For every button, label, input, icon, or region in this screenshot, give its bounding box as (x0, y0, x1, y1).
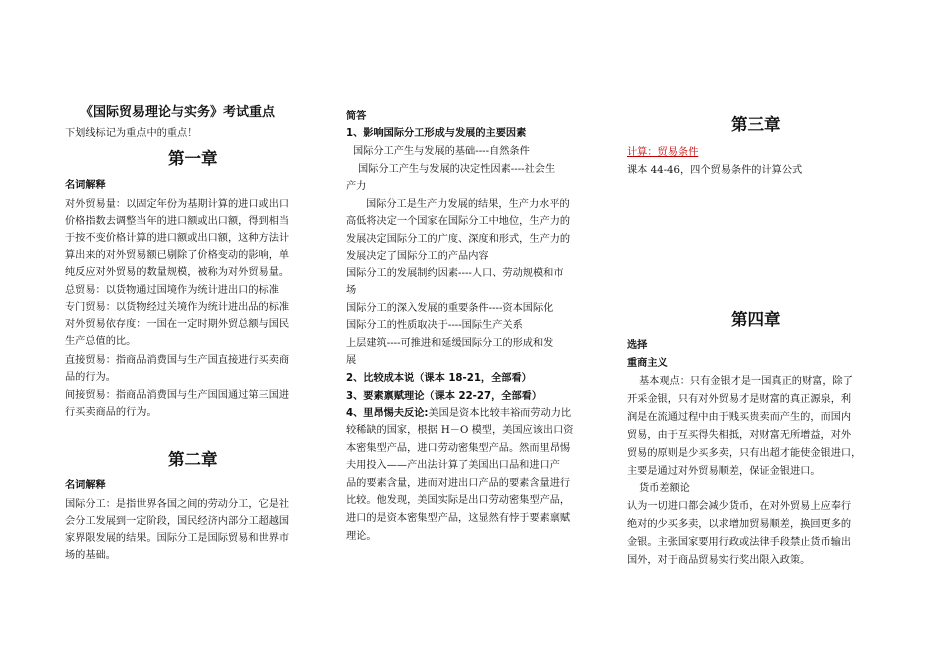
ch4-line: 认为一切进口都会减少货币，在对外贸易上应奉行 (627, 501, 852, 512)
ch2-line: 会分工发展到一定阶段，国民经济内部分工超越国 (65, 516, 290, 527)
q1-line: 场 (346, 285, 357, 296)
q1-line: 国际分工产生与发展的基础----自然条件 (353, 146, 530, 157)
highlight-note: 下划线标记为重点中的重点！ (65, 128, 198, 139)
chapter-2-heading: 第二章 (168, 450, 218, 469)
q4-first-line: 美国是资本比较丰裕而劳动力比 (428, 408, 572, 419)
ch4-line: 贸易，由于互买得失相抵，对财富无所增益，对外 (627, 430, 852, 441)
ch1-line: 品的行为。 (65, 372, 116, 383)
ch1-line: 直接贸易：指商品消费国与生产国直接进行买卖商 (65, 355, 290, 366)
ch1-line: 对外贸易依存度：一国在一定时期外贸总额与国民 (65, 319, 290, 330)
q4-line: 夫用投入——产出法计算了美国出口品和进口产 (346, 460, 560, 471)
q4-line: 较稀缺的国家，根据 H－O 模型，美国应该出口资 (346, 425, 574, 436)
ch1-line: 对外贸易量：以固定年份为基期计算的进口或出口 (65, 199, 290, 210)
ch4-line: 绝对的少买多卖，以求增加贸易顺差，换回更多的 (627, 519, 852, 530)
q1-line: 上层建筑----可推进和延缓国际分工的形成和发 (346, 338, 554, 349)
ch1-line: 价格指数去调整当年的进口额或出口额，得到相当 (65, 216, 290, 227)
q1-line: 国际分工的性质取决于----国际生产关系 (346, 320, 523, 331)
q1-line: 发展决定国际分工的广度、深度和形式，生产力的 (346, 234, 571, 245)
ch2-term-heading: 名词解释 (65, 480, 106, 491)
ch1-term-heading: 名词解释 (65, 180, 106, 191)
q1-line: 国际分工是生产力发展的结果，生产力水平的 (366, 199, 570, 210)
ch4-line: 金银。主张国家要用行政或法律手段禁止货币输出 (627, 537, 852, 548)
chapter-4-heading: 第四章 (731, 310, 781, 329)
q1-line: 高低将决定一个国家在国际分工中地位，生产力的 (346, 216, 571, 227)
ch1-line: 于按不变价格计算的进口额或出口额，这种方法计 (65, 233, 290, 244)
chapter-1-heading: 第一章 (168, 149, 218, 168)
q1-line: 国际分工的发展制约因素----人口、劳动规模和市 (346, 268, 564, 279)
mercantilism-heading: 重商主义 (627, 358, 668, 369)
q1-line: 国际分工产生与发展的决定性因素----社会生 (358, 164, 556, 175)
ch1-line: 纯反应对外贸易的数量规模，被称为对外贸易量。 (65, 267, 290, 278)
ch2-line: 国际分工：是指世界各国之间的劳动分工，它是社 (65, 499, 290, 510)
ch4-subheading: 货币差额论 (639, 483, 690, 494)
q1-line: 国际分工的深入发展的重要条件----资本国际化 (346, 303, 554, 314)
q4-line: 本密集型产品，进口劳动密集型产品。然而里昂惕 (346, 443, 571, 454)
q1-line: 发展决定了国际分工的产品内容 (346, 251, 489, 262)
question-4-label: 4、里昂惕夫反论: (346, 408, 429, 419)
calc-trade-terms-link[interactable]: 计算：贸易条件 (627, 147, 699, 158)
q4-line: 进口的是资本密集型产品，这显然有悖于要素禀赋 (346, 513, 571, 524)
question-3: 3、要素禀赋理论（课本 22-27，全部看） (346, 391, 543, 402)
ch4-line: 基本观点：只有金银才是一国真正的财富，除了 (639, 376, 853, 387)
q4-line: 理论。 (346, 531, 377, 542)
q4-line: 品的要素含量，进而对进出口产品的要素含量进行 (346, 478, 571, 489)
ch2-line: 场的基础。 (65, 550, 116, 561)
ch4-line: 开采金银，只有对外贸易才是财富的真正源泉，利 (627, 394, 852, 405)
q4-line: 比较。他发现，美国实际是出口劳动密集型产品， (346, 495, 571, 506)
chapter-3-heading: 第三章 (731, 115, 781, 134)
question-1: 1、影响国际分工形成与发展的主要因素 (346, 128, 527, 139)
ch2-line: 家界限发展的结果。国际分工是国际贸易和世界市 (65, 533, 290, 544)
question-2: 2、比较成本说（课本 18-21，全部看） (346, 373, 532, 384)
question-4 (346, 405, 571, 422)
choice-heading: 选择 (627, 340, 648, 351)
short-answer-heading: 简答 (346, 111, 367, 122)
q1-line: 展 (346, 355, 357, 366)
ch1-line: 生产总值的比。 (65, 336, 137, 347)
ch4-line: 贸易的原则是少买多卖，只有出超才能使金银进口， (627, 448, 862, 459)
q1-line: 产力 (346, 181, 367, 192)
ch1-line: 专门贸易：以货物经过关境作为统计进出品的标准 (65, 302, 290, 313)
document-title: 《国际贸易理论与实务》考试重点 (80, 105, 276, 120)
ch4-line: 国外，对于商品贸易实行奖出限入政策。 (627, 555, 811, 566)
ch1-line: 算出来的对外贸易额已剔除了价格变动的影响，单 (65, 250, 290, 261)
ch1-line: 行买卖商品的行为。 (65, 407, 157, 418)
ch1-line: 间接贸易：指商品消费国与生产国国通过第三国进 (65, 390, 290, 401)
ch4-line: 主要是通过对外贸易顺差，保证金银进口。 (627, 466, 821, 477)
ch4-line: 润是在流通过程中由于贱买贵卖而产生的，而国内 (627, 412, 852, 423)
calc-note: 课本 44-46，四个贸易条件的计算公式 (627, 165, 803, 176)
ch1-line: 总贸易：以货物通过国境作为统计进出口的标准 (65, 285, 279, 296)
